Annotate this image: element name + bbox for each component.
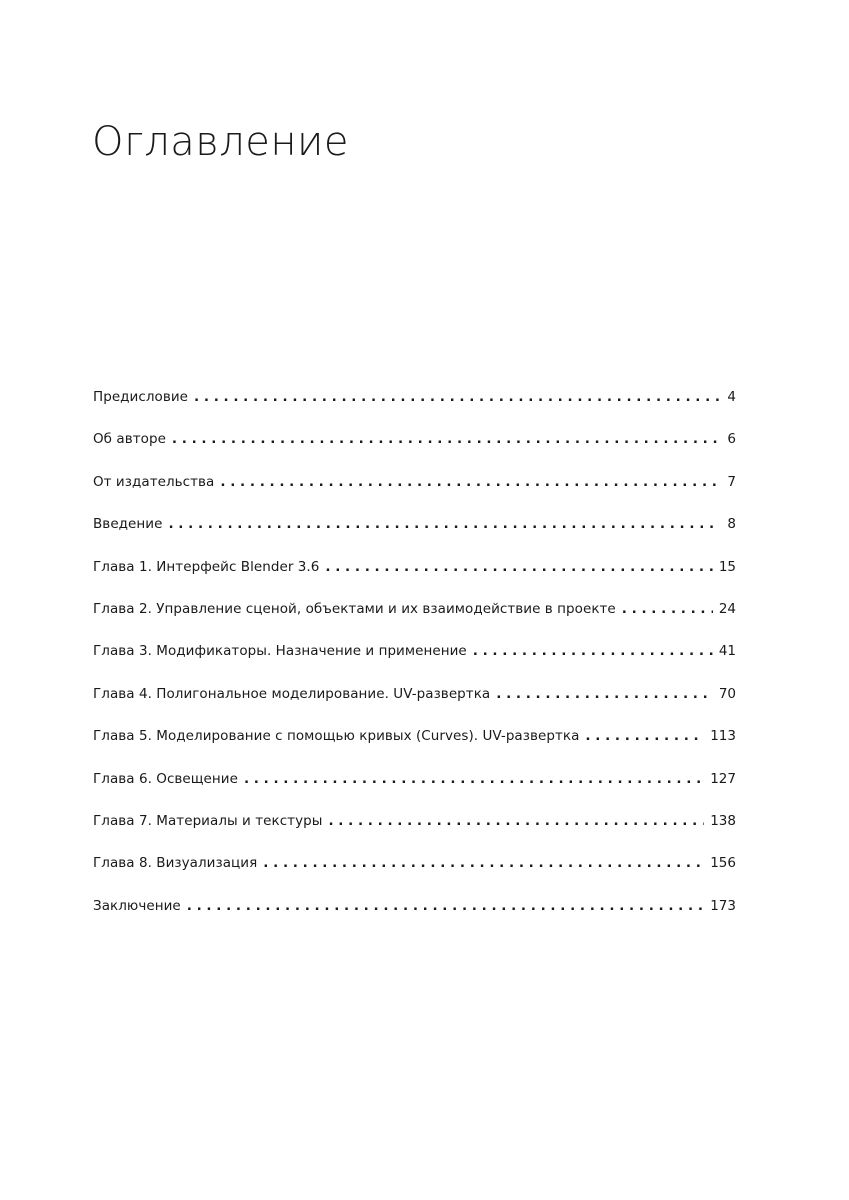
toc-entry-label: Заключение (93, 897, 181, 914)
toc-entry-label: Об авторе (93, 431, 166, 448)
toc-entry-chapter-5[interactable] (93, 724, 736, 766)
toc-entry-chapter-2[interactable] (93, 597, 736, 639)
dot-leader (220, 470, 720, 494)
toc-entry-page-number: 15 (718, 558, 736, 575)
toc-entry-label: Глава 5. Моделирование с помощью кривых (Curves). UV-развертка (93, 728, 580, 745)
table-of-contents (93, 385, 736, 936)
dot-leader (622, 597, 713, 621)
toc-entry-label: Глава 2. Управление сценой, объектами и их взаимодействие в проекте (93, 600, 616, 617)
toc-entry-page-number: 8 (727, 516, 736, 533)
dot-leader (194, 385, 720, 409)
dot-leader (187, 894, 704, 918)
toc-entry-page-number: 4 (727, 389, 736, 405)
toc-entry-page-number: 41 (718, 643, 736, 660)
toc-entry-conclusion[interactable] (93, 894, 736, 936)
page-title: Оглавление (92, 119, 349, 165)
toc-entry-introduction[interactable] (93, 512, 736, 554)
toc-entry-page-number: 138 (710, 812, 736, 829)
toc-entry-about-author[interactable] (93, 427, 736, 469)
toc-entry-chapter-6[interactable] (93, 767, 736, 809)
dot-leader (496, 682, 713, 706)
toc-entry-page-number: 24 (718, 600, 736, 617)
toc-entry-label: Глава 6. Освещение (93, 770, 238, 787)
toc-entry-page-number: 173 (710, 897, 736, 914)
dot-leader (172, 427, 720, 451)
toc-entry-page-number: 127 (710, 770, 736, 787)
dot-leader (168, 512, 720, 536)
dot-leader (325, 555, 712, 579)
toc-entry-label: Предисловие (93, 389, 189, 405)
toc-entry-from-publisher[interactable] (93, 470, 736, 512)
toc-entry-label: Глава 3. Модификаторы. Назначение и применение (93, 643, 467, 660)
toc-entry-page-number: 70 (718, 685, 736, 702)
toc-entry-chapter-1[interactable] (93, 555, 736, 597)
toc-entry-chapter-4[interactable] (93, 682, 736, 724)
toc-entry-chapter-8[interactable] (93, 851, 736, 893)
toc-entry-preface[interactable] (93, 385, 736, 427)
toc-entry-page-number: 7 (727, 473, 736, 490)
toc-entry-page-number: 156 (710, 855, 736, 872)
toc-entry-page-number: 113 (710, 728, 736, 745)
dot-leader (328, 809, 704, 833)
toc-entry-label: Глава 4. Полигональное моделирование. UV-развертка (93, 685, 491, 702)
toc-entry-chapter-3[interactable] (93, 639, 736, 681)
toc-entry-label: Глава 1. Интерфейс Blender 3.6 (93, 558, 320, 575)
toc-entry-label: Введение (93, 516, 163, 533)
toc-entry-chapter-7[interactable] (93, 809, 736, 851)
dot-leader (244, 767, 704, 791)
dot-leader (585, 724, 704, 748)
dot-leader (263, 851, 704, 875)
dot-leader (473, 639, 713, 663)
toc-entry-label: Глава 8. Визуализация (93, 855, 258, 872)
toc-entry-label: Глава 7. Материалы и текстуры (93, 812, 323, 829)
toc-entry-label: От издательства (93, 473, 215, 490)
toc-entry-page-number: 6 (727, 431, 736, 448)
